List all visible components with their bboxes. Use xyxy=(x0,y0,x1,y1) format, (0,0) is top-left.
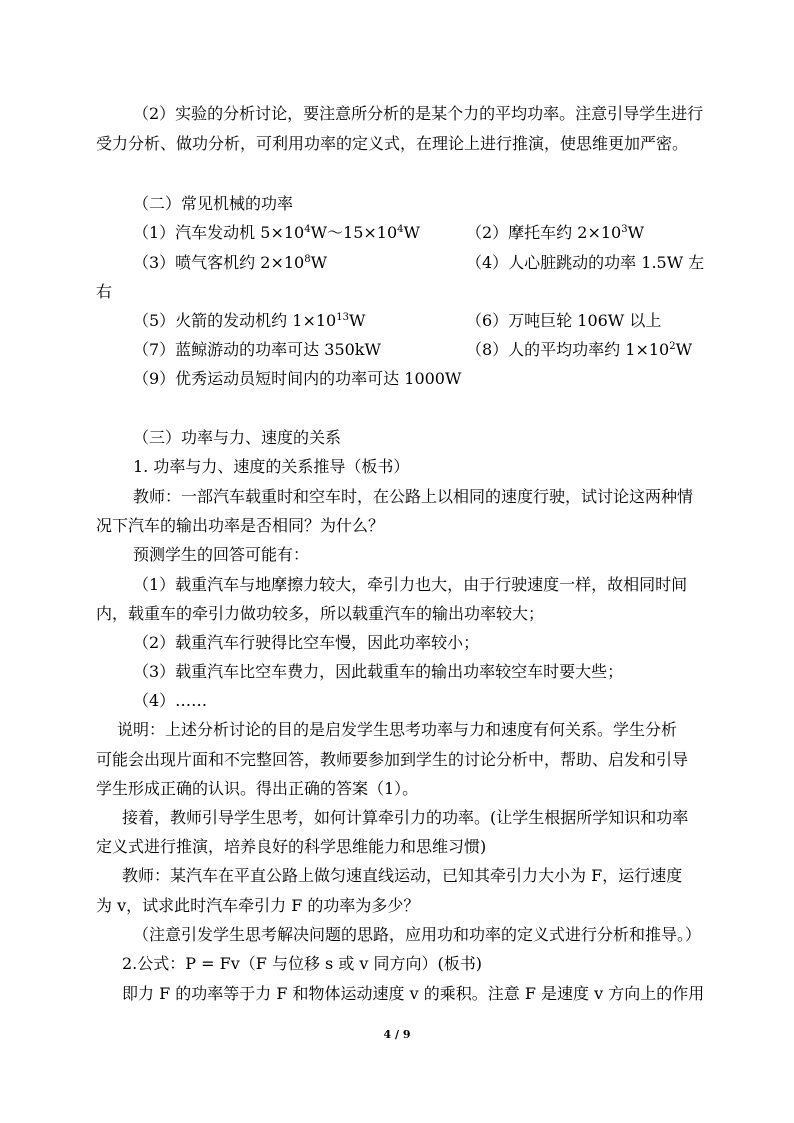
list-item: （3）喷气客机约 $2\times 10^8W$ xyxy=(133,253,328,272)
list-item: （1）汽车发动机 $5\times 10^4W\sim 15\times 10^4W$ xyxy=(133,223,420,242)
list-item: （5）火箭的发动机约 $1\times 10^{13}W$ xyxy=(133,311,366,330)
list-item: （8）人的平均功率约 $1\times 10^2W$ xyxy=(466,340,693,359)
paragraph-line: 接着，教师引导学生思考，如何计算牵引力的功率。(让学生根据所学知识和功率 xyxy=(122,808,689,827)
paragraph-line: 受力分析、做功分析，可利用功率的定义式，在理论上进行推演，使思维更加严密。 xyxy=(96,134,689,153)
paragraph-line: 内，载重车的牵引力做功较多，所以载重汽车的输出功率较大； xyxy=(96,604,545,623)
paragraph-line: 教师：某汽车在平直公路上做匀速直线运动，已知其牵引力大小为 F，运行速度 xyxy=(122,866,683,885)
page-number: 4 / 9 xyxy=(383,1028,411,1041)
paragraph-line: 说明：上述分析讨论的目的是启发学生思考功率与力和速度有何关系。学生分析 xyxy=(117,720,678,739)
list-item: （9）优秀运动员短时间内的功率可达 1000W xyxy=(133,369,462,388)
section-heading: （二）常见机械的功率 xyxy=(133,194,294,213)
paragraph-line: （注意引发学生思考解决问题的思路，应用功和功率的定义式进行分析和推导。） xyxy=(133,925,702,944)
section-heading: （三）功率与力、速度的关系 xyxy=(133,428,342,447)
paragraph-line: 教师：一部汽车载重时和空车时，在公路上以相同的速度行驶，试讨论这两种情 xyxy=(133,487,694,506)
paragraph-line: （2）实验的分析讨论，要注意所分析的是某个力的平均功率。注意引导学生进行 xyxy=(133,104,704,123)
list-item: （4）人心脏跳动的功率 1.5W 左 xyxy=(466,253,705,272)
list-item: （6）万吨巨轮 106W 以上 xyxy=(466,311,662,330)
paragraph-line: （1）载重汽车与地摩擦力较大，牵引力也大，由于行驶速度一样，故相同时间 xyxy=(133,575,688,594)
paragraph-line: （4）…… xyxy=(133,691,208,710)
paragraph-line: 况下汽车的输出功率是否相同？为什么？ xyxy=(96,516,385,535)
paragraph-line: 预测学生的回答可能有： xyxy=(133,545,310,564)
paragraph-line: 1. 功率与力、速度的关系推导（板书） xyxy=(133,457,410,476)
paragraph-line: 即力 F 的功率等于力 F 和物体运动速度 v 的乘积。注意 F 是速度 v 方向上的作用 xyxy=(122,984,705,1003)
paragraph-line: （3）载重汽车比空车费力，因此载重车的输出功率较空车时要大些； xyxy=(133,662,624,681)
paragraph-line: 为 v，试求此时汽车牵引力 F 的功率为多少？ xyxy=(96,896,420,915)
paragraph-line: 定义式进行推演，培养良好的科学思维能力和思维习惯) xyxy=(96,837,487,856)
paragraph-line: 可能会出现片面和不完整回答，教师要参加到学生的讨论分析中，帮助、启发和引导 xyxy=(96,750,689,769)
list-item: （2）摩托车约 $2\times 10^3W$ xyxy=(466,223,645,242)
paragraph-line: 2.公式：P = Fv（F 与位移 s 或 v 同方向）(板书) xyxy=(122,954,483,973)
list-item: （7）蓝鲸游动的功率可达 350kW xyxy=(133,340,381,359)
paragraph-line: （2）载重汽车行驶得比空车慢，因此功率较小； xyxy=(133,633,480,652)
paragraph-line: 学生形成正确的认识。得出正确的答案（1）。 xyxy=(96,779,419,798)
list-item: 右 xyxy=(96,282,113,301)
